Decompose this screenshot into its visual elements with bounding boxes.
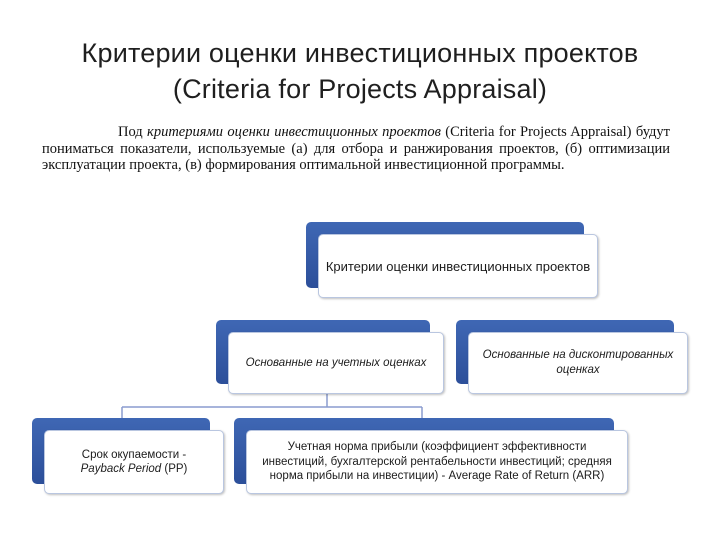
paragraph-lead: Под	[118, 124, 148, 140]
branch-accounting-label: Основанные на учетных оценках	[228, 332, 444, 394]
payback-abbr: (PP)	[161, 463, 188, 475]
page-subtitle: (Criteria for Projects Appraisal)	[172, 74, 548, 104]
root-node	[306, 222, 598, 300]
branch-discounted-node	[456, 320, 688, 396]
paragraph-rest: (Criteria for Projects Appraisal) будут пониматься показатели, используемые (а) для отбора и ранжирования проектов, (б) оптимизации эксплуатации проекта, (в) формирования оптимальной инвестиционной программы.	[42, 124, 670, 173]
branch-accounting-node	[216, 320, 444, 396]
branch-discounted-label: Основанные на дисконтированных оценках	[468, 332, 688, 394]
paragraph-emphasis: критериями оценки инвестиционных проектов	[147, 124, 441, 140]
payback-english: Payback Period	[80, 463, 162, 475]
root-node-label: Критерии оценки инвестиционных проектов	[318, 234, 598, 298]
leaf-payback-node	[32, 418, 224, 496]
leaf-arr-label: Учетная норма прибыли (коэффициент эффективности инвестиций, бухгалтерской рентабельности инвестиций; средняя норма прибыли на инвестиции) - Average Rate of Return (ARR)	[246, 430, 628, 494]
leaf-arr-node	[234, 418, 628, 496]
payback-prefix: Срок окупаемости -	[81, 448, 187, 461]
leaf-payback-label	[44, 430, 224, 494]
page-title: Критерии оценки инвестиционных проектов	[81, 38, 639, 68]
